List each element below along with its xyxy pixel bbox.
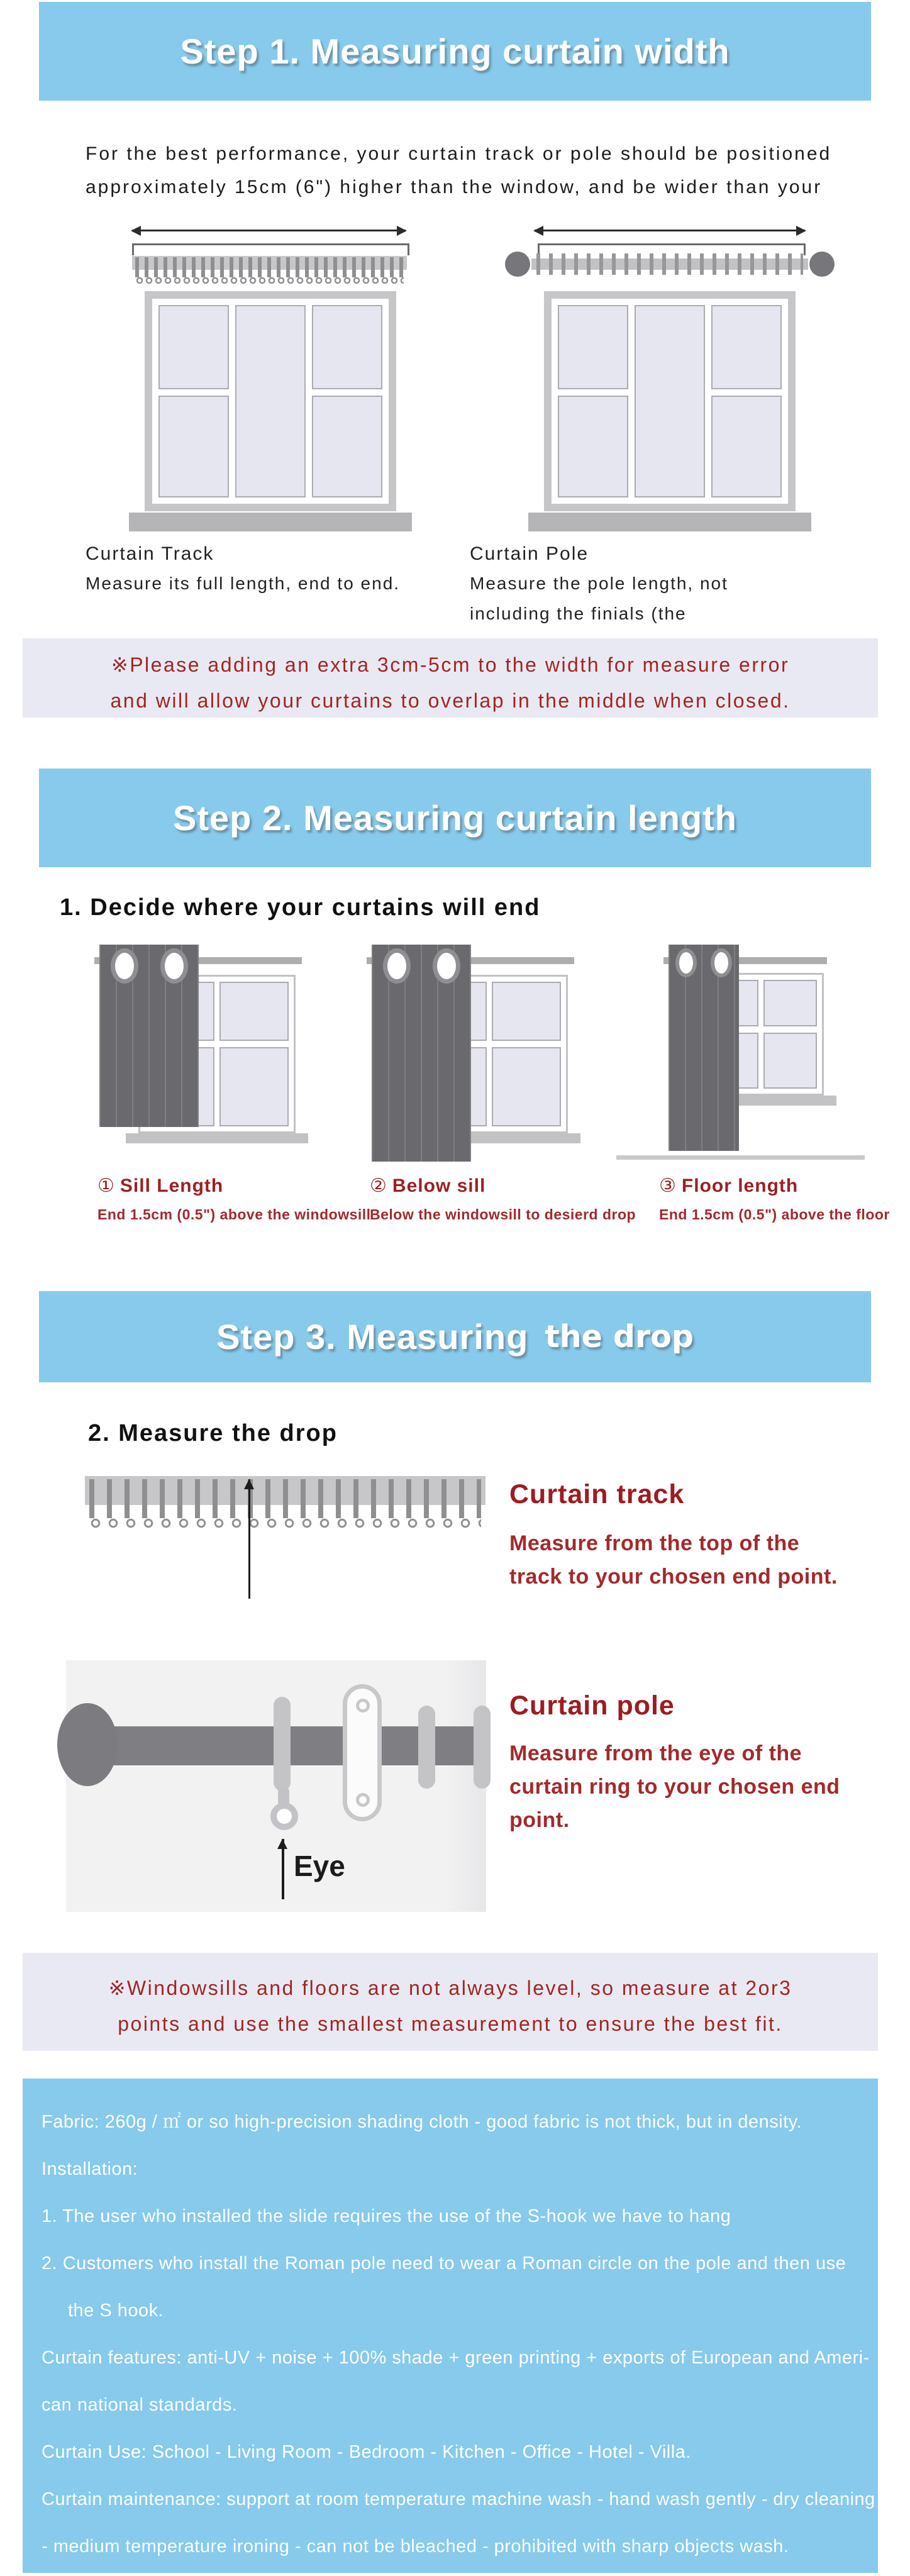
window-pane [763,980,817,1026]
curtain-pole-caption-desc-line2: including the finials (the [470,604,687,623]
window-pane [558,305,628,389]
curtain-ring [474,1706,491,1789]
pole-finial-left [505,252,530,277]
footer-line: can national standards. [42,2395,238,2415]
track-drop-desc: Measure from the top of the track to your chosen end point. [509,1531,838,1589]
width-note-line1: ※Please adding an extra 3cm-5cm to the width for measure error [111,653,790,676]
curtain-track-caption [86,540,463,599]
sill-length-figure [94,938,302,1168]
window-pane [558,396,628,497]
track-drop-title: Curtain track [509,1479,685,1509]
curtain-track-caption-title: Curtain Track [86,543,214,564]
eye-arrow-icon [282,1839,284,1899]
footer-line: Fabric: 260g / ㎡ or so high-precision shading cloth - good fabric is not thick, but in density. [42,2112,802,2132]
windowsill [129,513,412,531]
pole-finial-right [809,252,835,277]
measure-bracket-icon [132,243,409,255]
curtain-panel [372,945,471,1162]
windowsill [528,513,811,531]
step2-banner-title: Step 2. Measuring curtain length [172,798,738,838]
grommet-ring-icon [160,948,188,984]
pole-drop-figure [66,1660,486,1912]
footer-line: Installation: [42,2159,138,2179]
footer-line: Curtain maintenance: support at room temperature machine wash - hand wash gently - dry cleaning [42,2489,875,2509]
window-pane [492,982,561,1041]
option2-title: ② Below sill [370,1175,486,1196]
footer-line: the S hook. [68,2301,164,2321]
footer-line: Curtain Use: School - Living Room - Bedroom - Kitchen - Office - Hotel - Villa. [42,2442,691,2462]
footer-line: Curtain features: anti-UV + noise + 100% shade + green printing + exports of European and Ameri- [42,2348,870,2368]
curtain-panel [99,945,199,1127]
step3-banner-title: Step 3. Measuring [216,1317,529,1357]
window-pane [763,1033,817,1089]
track-hook-loops [89,1517,481,1531]
curtain-pole-caption [470,540,872,629]
step1-intro-line2: approximately 15cm (6") higher than the window, and be wider than your [86,177,823,197]
option2-number: ② [370,1175,387,1196]
pole-drop-title: Curtain pole [509,1690,675,1721]
curtain-panel [669,945,739,1151]
window-pane [635,305,705,497]
step3-banner [39,1291,871,1382]
track-hooks [135,257,404,277]
grommet-ring-icon [711,948,732,977]
option1-title: ① Sill Length [97,1175,224,1196]
product-info-footer [23,2079,878,2573]
drop-arrow-icon [248,1479,250,1599]
step2-heading: 1. Decide where your curtains will end [60,894,541,921]
grommet-ring-icon [675,948,697,977]
window-pane [312,396,382,497]
option2-desc: Below the windowsill to desierd drop [370,1206,636,1223]
step1-banner [39,2,871,101]
step1-banner-title: Step 1. Measuring curtain width [180,31,730,71]
curtain-pole-caption-desc-line1: Measure the pole length, not [470,574,728,593]
ring-eye-icon [270,1802,298,1830]
option1-number: ① [97,1175,115,1196]
curtain-ring [274,1697,291,1791]
grommet-rings [669,948,739,977]
footer-line: 1. The user who installed the slide requires the use of the S-hook we have to hang [42,2206,731,2226]
width-note-line2: and will allow your curtains to overlap in the middle when closed. [110,689,791,712]
grommet-rings [372,948,471,984]
window-pane [158,396,229,497]
window-pane [492,1047,561,1126]
pole-drop-desc: Measure from the eye of the curtain ring to your chosen end point. [509,1741,840,1832]
windowsill [126,1133,308,1143]
curtain-pole-window-figure [469,211,871,535]
floor-line [616,1155,865,1160]
level-note-line2: points and use the smallest measurement to ensure the best fit. [118,2012,783,2035]
eye-label: Eye [294,1850,345,1882]
curtain-track-window-figure [72,211,475,535]
window-pane [711,305,782,389]
curtain-pole-caption-title: Curtain Pole [470,543,589,564]
step1-intro-line1: For the best performance, your curtain track or pole should be positioned [86,143,832,164]
bracket-screw-icon [356,1793,370,1807]
window [145,291,396,511]
step1-intro [86,137,853,204]
step2-banner [39,769,871,867]
pole-rings [536,253,803,275]
below-sill-figure [367,938,574,1168]
window-pane [219,982,289,1041]
pole-finial-icon [57,1703,118,1786]
option1-desc: End 1.5cm (0.5") above the windowsill [97,1206,371,1223]
step3-heading: 2. Measure the drop [88,1420,338,1446]
option3-desc: End 1.5cm (0.5") above the floor [659,1206,890,1223]
bracket-screw-icon [356,1699,370,1713]
level-note [23,1953,878,2051]
window-pane [235,305,306,497]
option3-title: ③ Floor length [659,1175,799,1196]
grommet-ring-icon [111,948,138,984]
window-pane [312,305,382,389]
pole-bracket [343,1684,382,1821]
footer-line: 2. Customers who install the Roman pole need to wear a Roman circle on the pole and then use [42,2253,846,2273]
width-note [23,638,878,718]
grommet-ring-icon [383,948,411,984]
grommet-rings [99,948,199,984]
window [544,291,796,511]
track-hook-loops [135,276,404,286]
track-hooks [89,1479,481,1518]
floor-length-figure [632,938,865,1168]
grommet-ring-icon [433,948,460,984]
window-pane [158,305,229,389]
footer-line: - medium temperature ironing - can not be bleached - prohibited with sharp objects wash. [42,2536,789,2557]
level-note-line1: ※Windowsills and floors are not always level, so measure at 2or3 [108,1977,792,1999]
curtain-ring [418,1706,435,1789]
option3-number: ③ [659,1175,677,1196]
window-pane [219,1047,289,1126]
curtain-track-caption-desc: Measure its full length, end to end. [86,574,401,593]
window-pane [711,396,782,497]
width-arrow-icon [132,230,406,231]
step3-banner-subtitle: the drop [545,1319,694,1355]
width-arrow-icon [535,230,805,231]
